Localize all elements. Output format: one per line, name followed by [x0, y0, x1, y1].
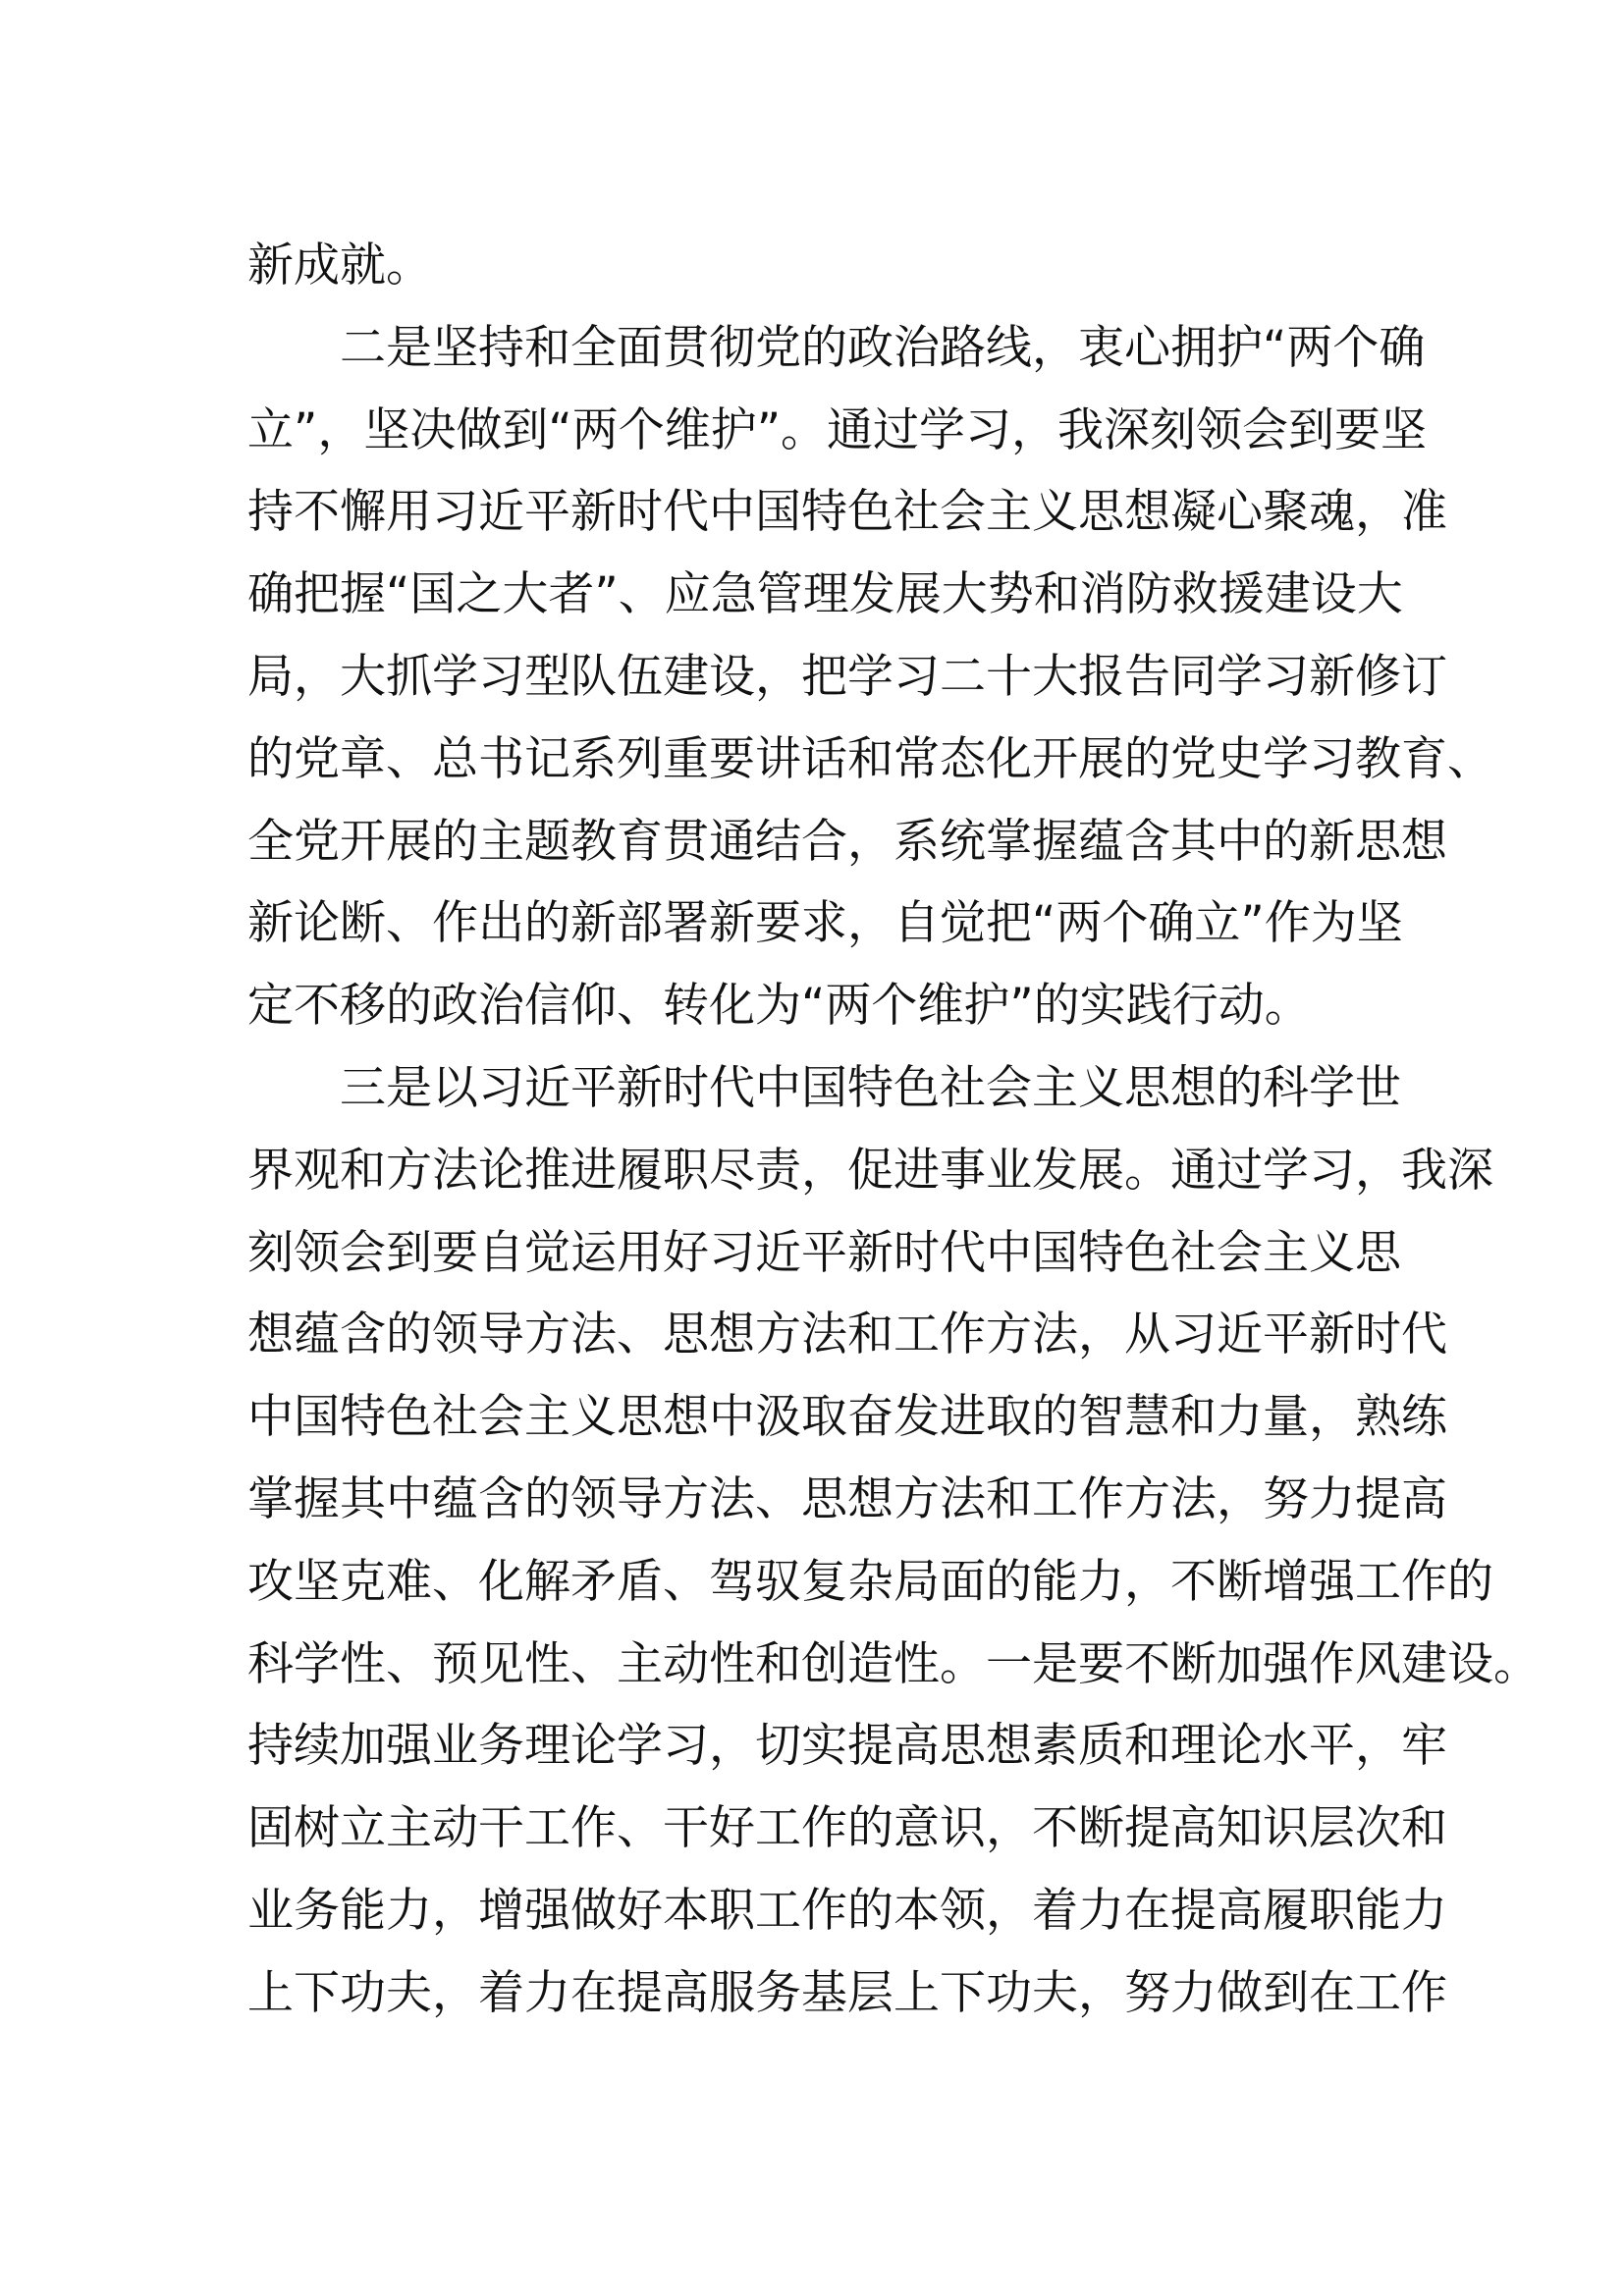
text-line: 立”，坚决做到“两个维护”。通过学习，我深刻领会到要坚: [247, 402, 1428, 457]
text-line: 的党章、总书记系列重要讲话和常态化开展的党史学习教育、: [247, 731, 1493, 786]
text-line: 局，大抓学习型队伍建设，把学习二十大报告同学习新修订: [247, 649, 1447, 704]
text-line: 业务能力，增强做好本职工作的本领，着力在提高履职能力: [247, 1883, 1447, 1938]
text-line: 中国特色社会主义思想中汲取奋发进取的智慧和力量，熟练: [247, 1390, 1447, 1445]
text-line: 三是以习近平新时代中国特色社会主义思想的科学世: [340, 1060, 1401, 1115]
text-line: 持续加强业务理论学习，切实提高思想素质和理论水平，牢: [247, 1719, 1447, 1774]
text-line: 二是坚持和全面贯彻党的政治路线，衷心拥护“两个确: [340, 320, 1426, 375]
text-line: 刻领会到要自觉运用好习近平新时代中国特色社会主义思: [247, 1225, 1401, 1280]
text-line: 想蕴含的领导方法、思想方法和工作方法，从习近平新时代: [247, 1308, 1447, 1362]
text-line: 确把握“国之大者”、应急管理发展大势和消防救援建设大: [247, 567, 1403, 622]
text-line: 固树立主动干工作、干好工作的意识，不断提高知识层次和: [247, 1801, 1447, 1856]
document-body: [247, 225, 1540, 2035]
text-line: 持不懈用习近平新时代中国特色社会主义思想凝心聚魂，准: [247, 485, 1447, 540]
text-line: 界观和方法论推进履职尽责，促进事业发展。通过学习，我深: [247, 1143, 1493, 1198]
text-line: 全党开展的主题教育贯通结合，系统掌握蕴含其中的新思想: [247, 814, 1447, 869]
text-line: 科学性、预见性、主动性和创造性。一是要不断加强作风建设。: [247, 1636, 1540, 1691]
text-line: 上下功夫，着力在提高服务基层上下功夫，努力做到在工作: [247, 1965, 1447, 2020]
text-line: 新论断、作出的新部署新要求，自觉把“两个确立”作为坚: [247, 896, 1403, 951]
text-line: 定不移的政治信仰、转化为“两个维护”的实践行动。: [247, 979, 1311, 1034]
text-line: 攻坚克难、化解矛盾、驾驭复杂局面的能力，不断增强工作的: [247, 1554, 1493, 1609]
text-line: 新成就。: [247, 239, 432, 293]
text-line: 掌握其中蕴含的领导方法、思想方法和工作方法，努力提高: [247, 1471, 1447, 1526]
